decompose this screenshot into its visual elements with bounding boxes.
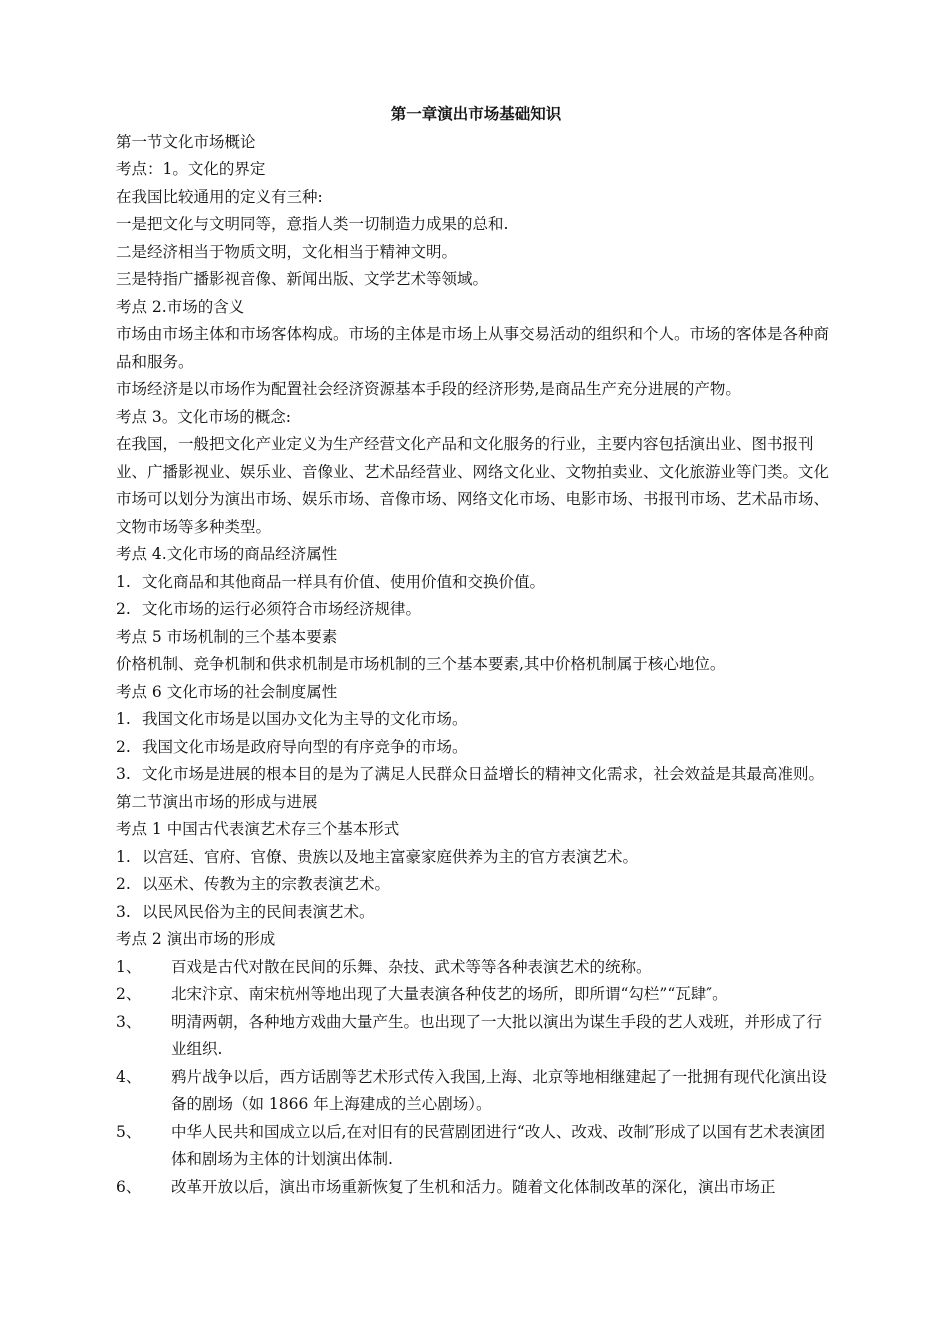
section-heading: 第二节演出市场的形成与进展 — [116, 792, 318, 811]
list-item — [116, 981, 836, 1009]
key-point-heading: 考点 1 中国古代表演艺术存三个基本形式 — [116, 820, 400, 838]
list-number: 2. — [116, 875, 131, 893]
list-text: 文化商品和其他商品一样具有价值、使用价值和交换价值。 — [142, 572, 546, 591]
list-item — [116, 569, 836, 597]
list-text: 以宫廷、官府、官僚、贵族以及地主富豪家庭供养为主的官方表演艺术。 — [142, 847, 639, 866]
key-point-heading: 考点：1。文化的界定 — [116, 160, 266, 178]
paragraph: 一是把文化与文明同等，意指人类一切制造力成果的总和. — [116, 215, 509, 233]
chapter-title: 第一章演出市场基础知识 — [390, 105, 562, 123]
key-point-heading: 考点 4.文化市场的商品经济属性 — [116, 545, 338, 563]
list-item — [116, 761, 836, 789]
list-text: 我国文化市场是以国办文化为主导的文化市场。 — [142, 710, 468, 728]
list-item — [116, 1009, 836, 1064]
document-body — [116, 101, 836, 1201]
list-item — [116, 596, 836, 624]
list-text: 百戏是古代对散在民间的乐舞、杂技、武术等等各种表演艺术的统称。 — [171, 957, 652, 976]
list-text: 改革开放以后，演出市场重新恢复了生机和活力。随着文化体制改革的深化，演出市场正 — [171, 1177, 776, 1196]
paragraph: 价格机制、竞争机制和供求机制是市场机制的三个基本要素,其中价格机制属于核心地位。 — [116, 655, 726, 673]
paragraph: 市场由市场主体和市场客体构成。市场的主体是市场上从事交易活动的组织和个人。市场的客体是各种商品和服务。 — [116, 325, 830, 371]
list-number: 3. — [116, 902, 131, 921]
list-number: 1. — [116, 710, 131, 728]
list-text: 明清两朝，各种地方戏曲大量产生。也出现了一大批以演出为谋生手段的艺人戏班，并形成了行业组织. — [171, 1012, 823, 1058]
key-point-heading: 考点 6 文化市场的社会制度属性 — [116, 682, 338, 701]
list-item — [116, 954, 836, 982]
list-text: 鸦片战争以后，西方话剧等艺术形式传入我国,上海、北京等地相继建起了一批拥有现代化演出设备的剧场（如 1866 年上海建成的兰心剧场）。 — [171, 1067, 827, 1113]
list-item — [116, 899, 836, 927]
list-item — [116, 706, 836, 734]
list-number: 1. — [116, 847, 131, 866]
paragraph: 在我国，一般把文化产业定义为生产经营文化产品和文化服务的行业，主要内容包括演出业、图书报刊业、广播影视业、娱乐业、音像业、艺术品经营业、网络文化业、文物拍卖业、文化旅游业等门类。文化市场可以划分为演出市场、娱乐市场、音像市场、网络文化市场、电影市场、书报刊市场、艺术品市场、文物市场等多种类型。 — [116, 435, 830, 536]
list-item — [116, 844, 836, 872]
list-number: 4、 — [116, 1067, 142, 1086]
list-item — [116, 1064, 836, 1119]
key-point-heading: 考点 2 演出市场的形成 — [116, 930, 276, 948]
list-text: 以巫术、传教为主的宗教表演艺术。 — [142, 875, 391, 893]
list-text: 北宋汴京、南宋杭州等地出现了大量表演各种伎艺的场所，即所谓“勾栏”“瓦肆″。 — [171, 985, 728, 1003]
list-text: 我国文化市场是政府导向型的有序竞争的市场。 — [142, 737, 468, 756]
section-heading: 第一节文化市场概论 — [116, 132, 256, 151]
paragraph: 二是经济相当于物质文明，文化相当于精神文明。 — [116, 242, 458, 261]
list-number: 5、 — [116, 1122, 142, 1141]
list-number: 6、 — [116, 1177, 142, 1196]
list-item — [116, 871, 836, 899]
paragraph: 在我国比较通用的定义有三种: — [116, 187, 323, 206]
paragraph: 市场经济是以市场作为配置社会经济资源基本手段的经济形势,是商品生产充分进展的产物。 — [116, 380, 741, 398]
list-number: 2. — [116, 737, 131, 756]
list-item — [116, 1119, 836, 1174]
list-number: 1. — [116, 572, 131, 591]
list-number: 1、 — [116, 957, 142, 976]
list-item — [116, 1174, 836, 1202]
list-text: 文化市场的运行必须符合市场经济规律。 — [142, 600, 422, 618]
paragraph: 三是特指广播影视音像、新闻出版、文学艺术等领域。 — [116, 270, 489, 288]
key-point-heading: 考点 2.市场的含义 — [116, 297, 245, 316]
list-number: 3、 — [116, 1012, 142, 1031]
list-number: 3. — [116, 765, 131, 783]
key-point-heading: 考点 5 市场机制的三个基本要素 — [116, 627, 338, 646]
list-number: 2、 — [116, 985, 142, 1003]
key-point-heading: 考点 3。文化市场的概念: — [116, 407, 292, 426]
list-text: 中华人民共和国成立以后,在对旧有的民营剧团进行“改人、改戏、改制″形成了以国有艺术表演团体和剧场为主体的计划演出体制. — [171, 1122, 826, 1168]
list-item — [116, 734, 836, 762]
list-text: 文化市场是进展的根本目的是为了满足人民群众日益增长的精神文化需求，社会效益是其最高准则。 — [142, 765, 825, 783]
list-number: 2. — [116, 600, 131, 618]
list-text: 以民风民俗为主的民间表演艺术。 — [142, 902, 375, 921]
